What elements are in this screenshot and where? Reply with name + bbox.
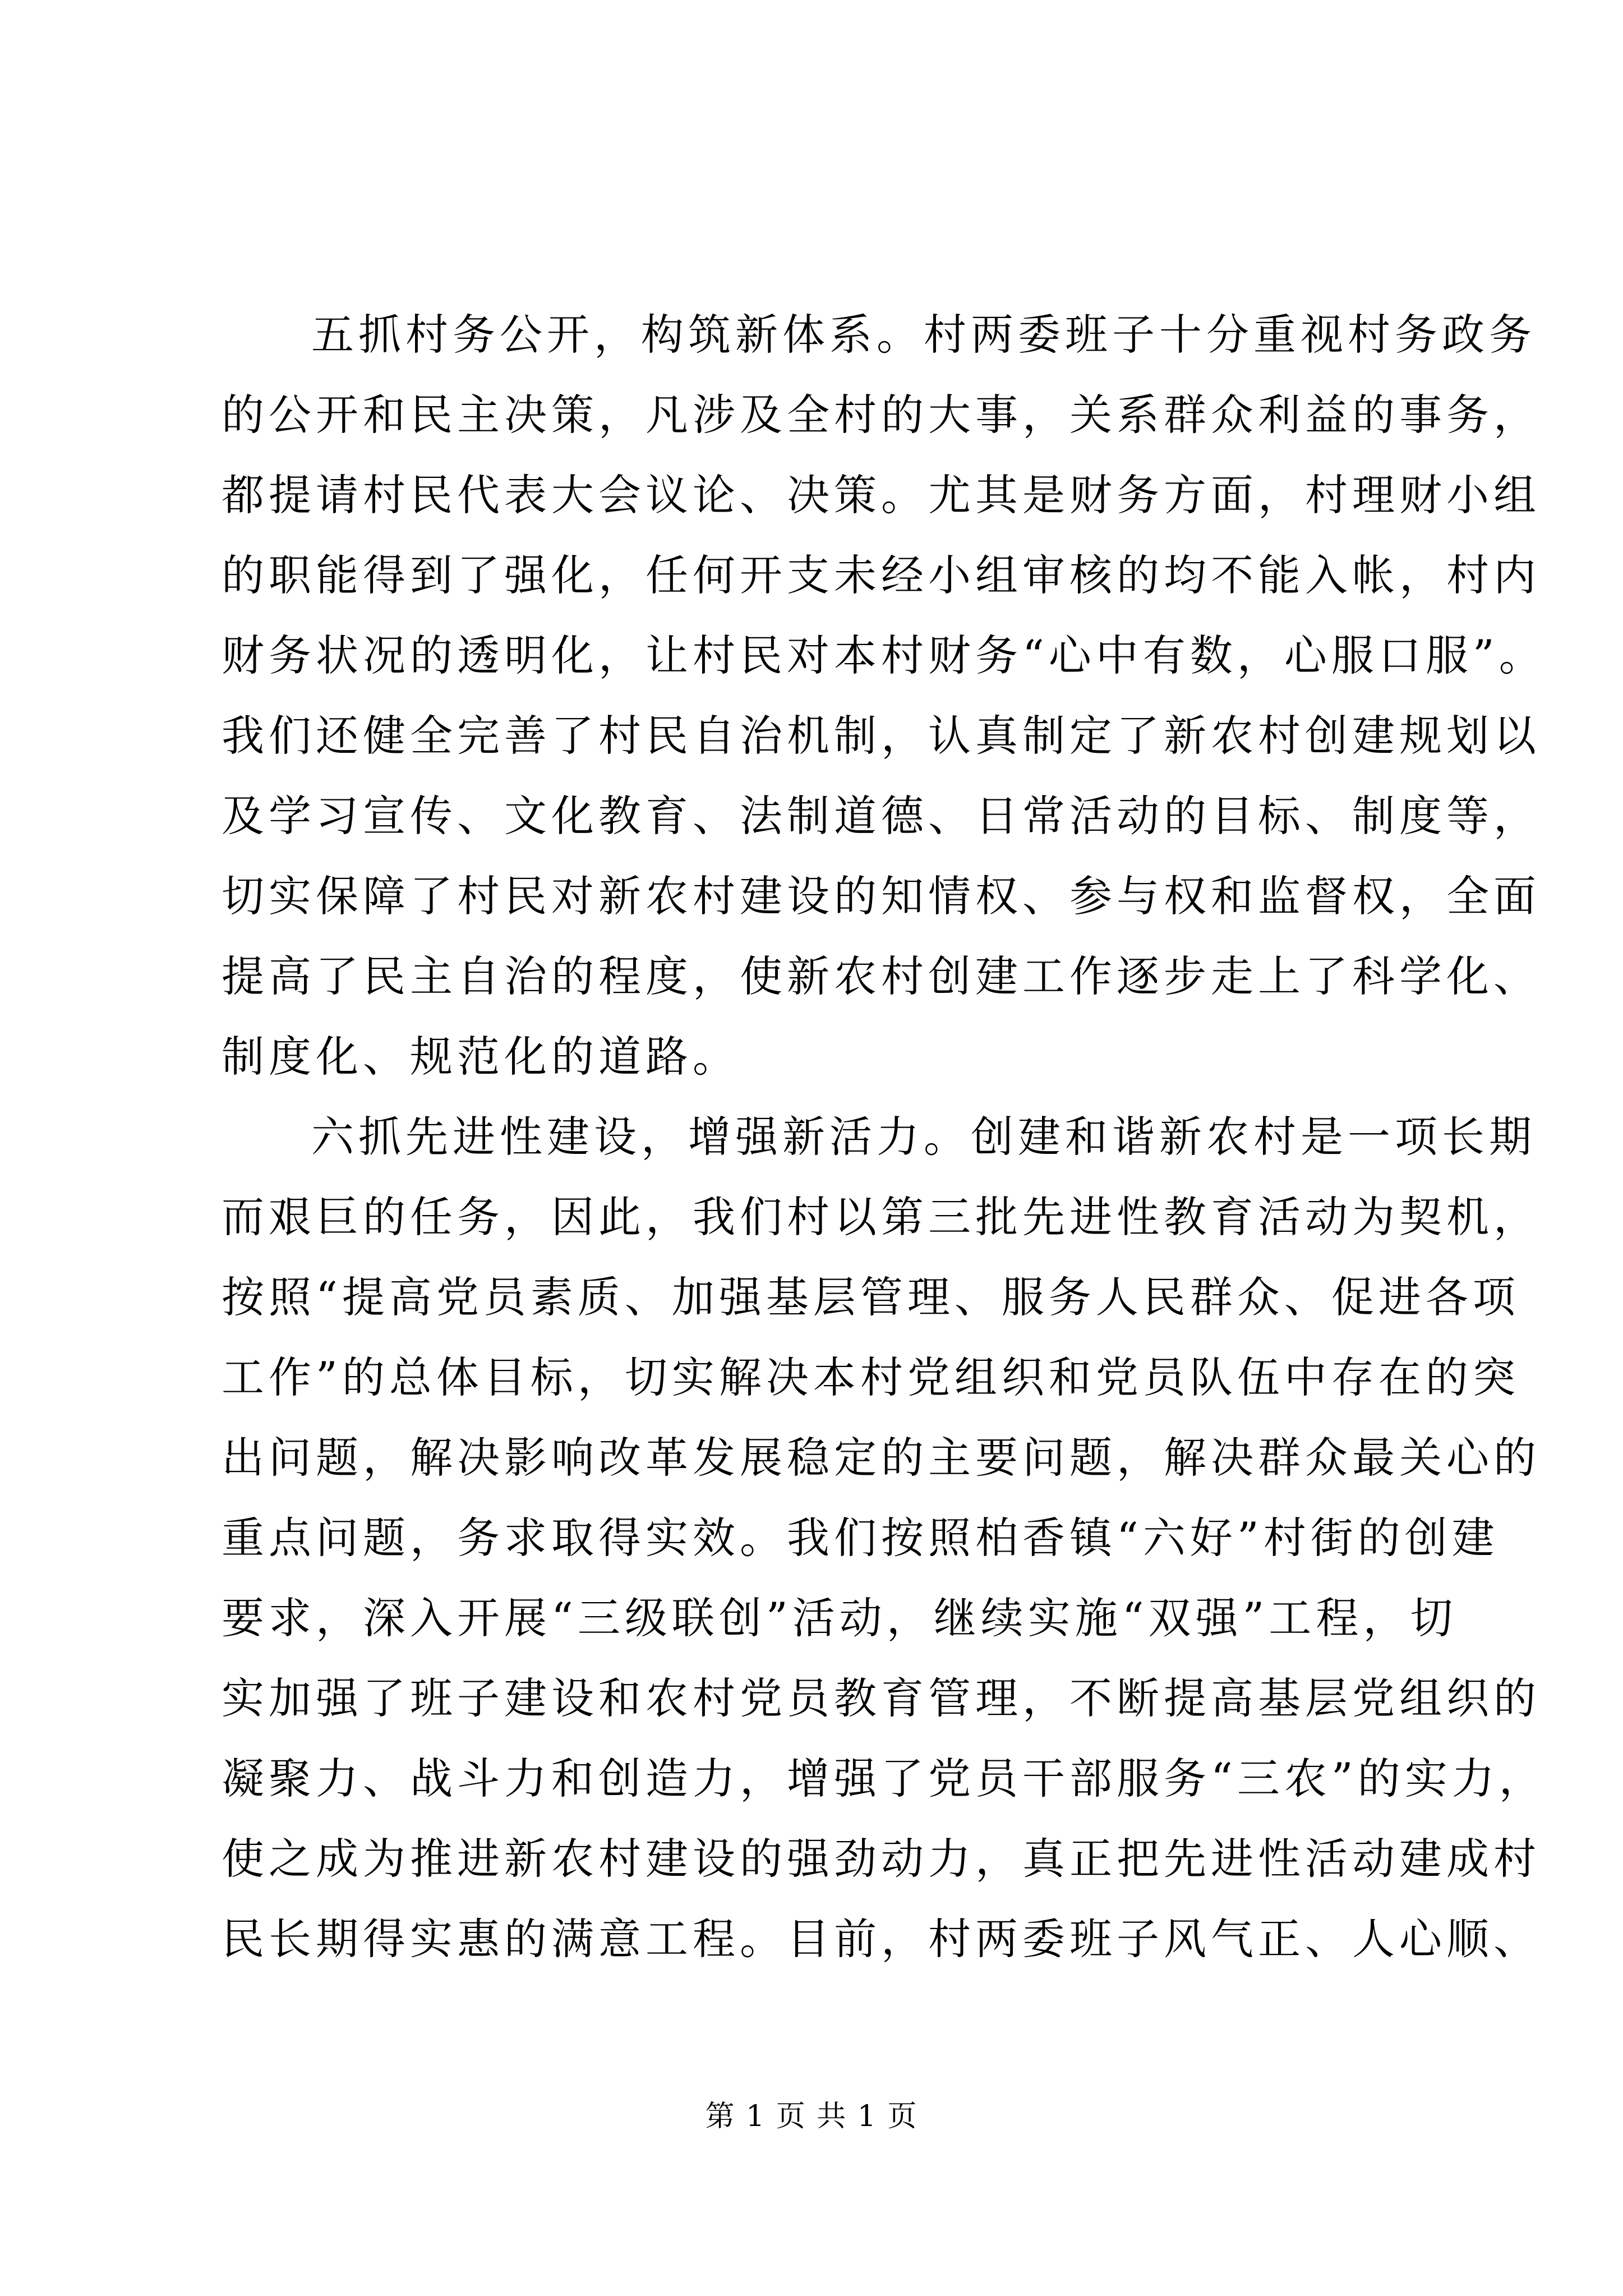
text-line: 都提请村民代表大会议论、决策。尤其是财务方面，村理财小组 xyxy=(222,470,1541,520)
paragraph-5 xyxy=(222,295,1546,1097)
text-line: 我们还健全完善了村民自治机制，认真制定了新农村创建规划以 xyxy=(222,711,1541,761)
text-line: 六抓先进性建设，增强新活力。创建和谐新农村是一项长期 xyxy=(311,1112,1536,1162)
text-line: 的公开和民主决策，凡涉及全村的大事，关系群众利益的事务， xyxy=(222,390,1541,440)
text-line: 切实保障了村民对新农村建设的知情权、参与权和监督权，全面 xyxy=(222,871,1541,921)
text-line: 按照“提高党员素质、加强基层管理、服务人民群众、促进各项 xyxy=(222,1272,1520,1322)
text-line: 财务状况的透明化，让村民对本村财务“心中有数，心服口服”。 xyxy=(222,631,1546,680)
text-line: 凝聚力、战斗力和创造力，增强了党员干部服务“三农”的实力， xyxy=(222,1754,1546,1803)
text-line: 实加强了班子建设和农村党员教育管理，不断提高基层党组织的 xyxy=(222,1673,1541,1723)
text-line: 而艰巨的任务，因此，我们村以第三批先进性教育活动为契机， xyxy=(222,1192,1541,1242)
text-line: 出问题，解决影响改革发展稳定的主要问题，解决群众最关心的 xyxy=(222,1433,1541,1483)
text-line: 制度化、规范化的道路。 xyxy=(222,1032,740,1082)
text-line: 的职能得到了强化，任何开支未经小组审核的均不能入帐，村内 xyxy=(222,550,1541,600)
text-line: 提高了民主自治的程度，使新农村创建工作逐步走上了科学化、 xyxy=(222,951,1541,1001)
document-body xyxy=(222,295,1546,1979)
text-line: 使之成为推进新农村建设的强劲动力，真正把先进性活动建成村 xyxy=(222,1834,1541,1884)
text-line: 重点问题，务求取得实效。我们按照柏香镇“六好”村街的创建 xyxy=(222,1513,1499,1563)
page-footer: 第 1 页 共 1 页 xyxy=(705,2100,918,2133)
text-line: 民长期得实惠的满意工程。目前，村两委班子风气正、人心顺、 xyxy=(222,1914,1541,1964)
paragraph-6 xyxy=(222,1097,1546,1979)
text-line: 及学习宣传、文化教育、法制道德、日常活动的目标、制度等， xyxy=(222,791,1541,841)
text-line: 工作”的总体目标，切实解决本村党组织和党员队伍中存在的突 xyxy=(222,1352,1520,1402)
text-line: 五抓村务公开，构筑新体系。村两委班子十分重视村务政务 xyxy=(311,310,1536,360)
text-line: 要求，深入开展“三级联创”活动，继续实施“双强”工程，切 xyxy=(222,1593,1458,1643)
